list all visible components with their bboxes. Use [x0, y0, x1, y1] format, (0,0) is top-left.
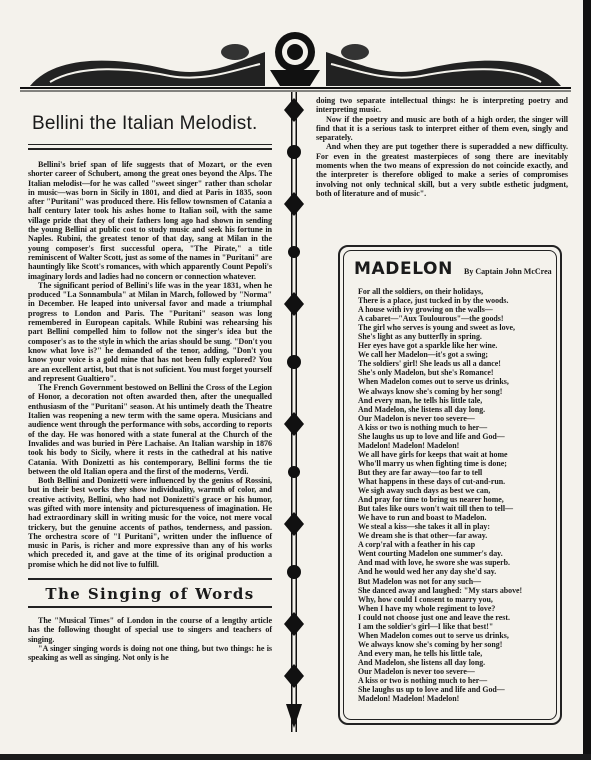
poem-line: Madelon! Madelon! Madelon! — [358, 694, 460, 704]
page-edge-right — [583, 0, 591, 760]
singing-paragraph: "A singer singing words is doing not one thing, but two things: he is speaking as well as singing. Not only is he — [28, 643, 272, 663]
poem-line: There is a place, just tucked in by the woods. — [358, 296, 509, 306]
article-paragraph: Bellini's brief span of life suggests that of Mozart, or the even shorter career of Schubert, among the great ones beyond the Alps. The Italian melodist—for he was called "sweet singer" rather than scholar in music—was born in Sicily in 1801, and died at Paris in 1835, soon after "Puritani" was produced there. His fellow townsmen of Catania a half century later took his ashes home to Italian soil, with the same village pride that they of their fathers long ago had shown in sending the young Bellini at public cost to study music and seek his fortune in Naples. Rubini, the greatest tenor of that day, sang at Milan in the young composer's first successful opera, "The Pirate," a title reminiscent of Walter Scott, just as some of the names in "Puritani" are hauntingly like Scott's romances, with which apparently Count Pepoli's imaginary lords and ladies had no concern or connection whatever. — [28, 160, 272, 281]
poem-line: She danced away and laughed: "My stars above! — [358, 585, 523, 595]
poem-line: A house with ivy growing on the walls— — [358, 305, 493, 315]
poem-line: We always know she's coming by her song! — [358, 386, 503, 396]
poem-line: She laughs us up to love and life and God— — [358, 685, 505, 695]
madelon-title: MADELON — [354, 259, 453, 279]
poem-line: And pray for time to bring us nearer home, — [358, 495, 504, 505]
ornamental-column-divider — [280, 92, 308, 732]
poem-line: Why, how could I consent to marry you, — [358, 594, 493, 604]
poem-line: Our Madelon is never too severe— — [358, 666, 475, 676]
poem-line: Her eyes have got a sparkle like her wine. — [358, 341, 498, 351]
poem-line: A corp'ral with a feather in his cap — [358, 540, 476, 550]
article-title: Bellini the Italian Melodist. — [32, 113, 258, 134]
poem-line: Our Madelon is never too severe— — [358, 413, 475, 423]
poem-line: A kiss or two is nothing much to her— — [358, 676, 488, 686]
singing-continued-paragraph: doing two separate intellectual things: he is interpreting poetry and interpreting music. — [316, 96, 568, 115]
singing-paragraph: The "Musical Times" of London in the course of a lengthy article has the following thought of special use to singers and teachers of singing. — [28, 616, 272, 644]
poem-line: She's only Madelon, but she's Romance! — [358, 368, 494, 378]
article-paragraph: The significant period of Bellini's life was in the year 1831, when he produced "La Sonnambula" at Milan in March, followed by "Norma" in December. He leaped into universal favor and made a triumphal progress to London and Paris. The "Puritani" season was long remembered in European capitals. While Rubini was rehearsing his part Bellini compelled him to follow not the singer's idea but the composer's as to the style in which the arias should be sung. "Don't you know what love is?" he demanded of the tenor, adding, "Don't you know your voice is a gold mine that has not been fully explored? You are an excellent artist, but that is not suficient. You must forget yourself and represent Gualtiero". — [28, 280, 272, 383]
poem-line: And every man, he tells his little tale, — [358, 395, 483, 405]
poem-line: I could not choose just one and leave the rest. — [358, 612, 510, 622]
poem-line: The soldiers' girl! She leads us all a dance! — [358, 359, 501, 369]
poem-line: Who'll marry us when fighting time is done; — [358, 458, 507, 468]
poem-line: A cabaret—"Aux Toulourous"—the goods! — [358, 314, 504, 324]
poem-line: We dream she is that other—far away. — [358, 531, 488, 541]
poem-line: And every man, he tells his little tale, — [358, 648, 483, 658]
poem-line: Went courting Madelon one summer's day. — [358, 549, 503, 559]
singing-title: The Singing of Words — [45, 585, 255, 604]
poem-line: But tales like ours won't wait till then to tell— — [358, 504, 513, 514]
poem-line: For all the soldiers, on their holidays, — [358, 287, 484, 296]
poem-line: What happens in these days of cut-and-run. — [358, 476, 506, 486]
singing-continued-paragraph: And when they are put together there is superadded a new difficulty. For even in the greatest masterpieces of song there are inevitably moments when the two means of expression do not coincide exactly, and the interpreter is therefore obliged to make a series of compromises involving not only technical skill, but a very subtle esthetic judgment, both of literature and of music". — [316, 142, 568, 198]
poem-line: She laughs us up to love and life and God— — [358, 431, 505, 441]
left-column — [28, 100, 272, 663]
title-rule — [28, 144, 272, 145]
article-paragraph: Both Bellini and Donizetti were influenced by the genius of Rossini, but in their best works they show individuality, warmth of color, and creative activity, Bellini, who had not Donizetti's grace or his humor, was gifted with more intensity and picturesqueness of imagination. He had extraordinary skill in writing music for the voice, not mere vocal trickery, but the genuine accents of pathos, tenderness, and passion. The orchestra score of "I Puritani", written under the influence of music in Paris, is richer and more expressive than any of his works which preceded it, and gave at the time of its original production a promise which he did not live to fulfill. — [28, 476, 272, 569]
poem-line: A kiss or two is nothing much to her— — [358, 422, 488, 432]
poem-line: When Madelon comes out to serve us drinks, — [358, 630, 509, 640]
poem-line: And he would wed her any day she'd say. — [358, 567, 497, 577]
right-column — [316, 96, 568, 198]
poem-line: Madelon! Madelon! Madelon! — [358, 440, 460, 450]
poem-line: And mad with love, he swore she was superb. — [358, 558, 510, 568]
poem-line: We have to run and boast to Madelon. — [358, 513, 487, 523]
singing-continued-paragraph: Now if the poetry and music are both of a high order, the singer will find that it is a serious task to interpret either of them even, singly and separately. — [316, 114, 568, 143]
poem-line: But Madelon was not for any such— — [358, 576, 482, 586]
madelon-poem — [358, 287, 560, 703]
page-edge-bottom — [0, 754, 591, 760]
poem-line: And Madelon, she listens all day long. — [358, 404, 486, 414]
poem-line: But they are far away—too far to tell — [358, 467, 483, 477]
singing-heading-box — [28, 578, 272, 608]
madelon-heading — [354, 259, 560, 279]
poem-line: The girl who serves is young and sweet as love, — [358, 323, 515, 333]
poem-line: We steal a kiss—she takes it all in play: — [358, 522, 490, 532]
ornamental-header — [20, 30, 571, 92]
poem-line: When Madelon comes out to serve us drinks, — [358, 377, 509, 387]
poem-line: I am the soldier's girl—I like that best!" — [358, 621, 494, 631]
poem-line: And Madelon, she listens all day long. — [358, 657, 486, 667]
poem-line: We sigh away such days as best we can, — [358, 486, 491, 496]
poem-line: We all have girls for keeps that wait at home — [358, 449, 508, 459]
madelon-byline: By Captain John McCrea — [464, 267, 552, 276]
poem-line: We always know she's coming by her song! — [358, 639, 503, 649]
title-rule-thick — [28, 148, 272, 150]
poem-line: When I have my whole regiment to love? — [358, 603, 496, 613]
poem-line: She's light as any butterfly in spring. — [358, 332, 482, 342]
article-paragraph: The French Government bestowed on Bellini the Cross of the Legion of Honor, a decoration not often awarded then, after the unequalled enthusiasm of the "Puritani" season. At his untimely death the Theatre Italien was reopening a new term with the same opera. Musicians and audience went through the performance with sobs, according to reports of the day. He was honored with a state funeral at the Church of the Invalides and was buried in Père Lachaise. An Italian warship in 1876 took his body to Sicily, where it rests in the cathedral at his native Catania. With Donizetti as his contemporary, Bellini forms the tie between the old Italian opera and the first of the moderns, Verdi. — [28, 383, 272, 476]
poem-line: We call her Madelon—it's got a swing; — [358, 350, 489, 360]
madelon-poem-box — [338, 245, 562, 725]
